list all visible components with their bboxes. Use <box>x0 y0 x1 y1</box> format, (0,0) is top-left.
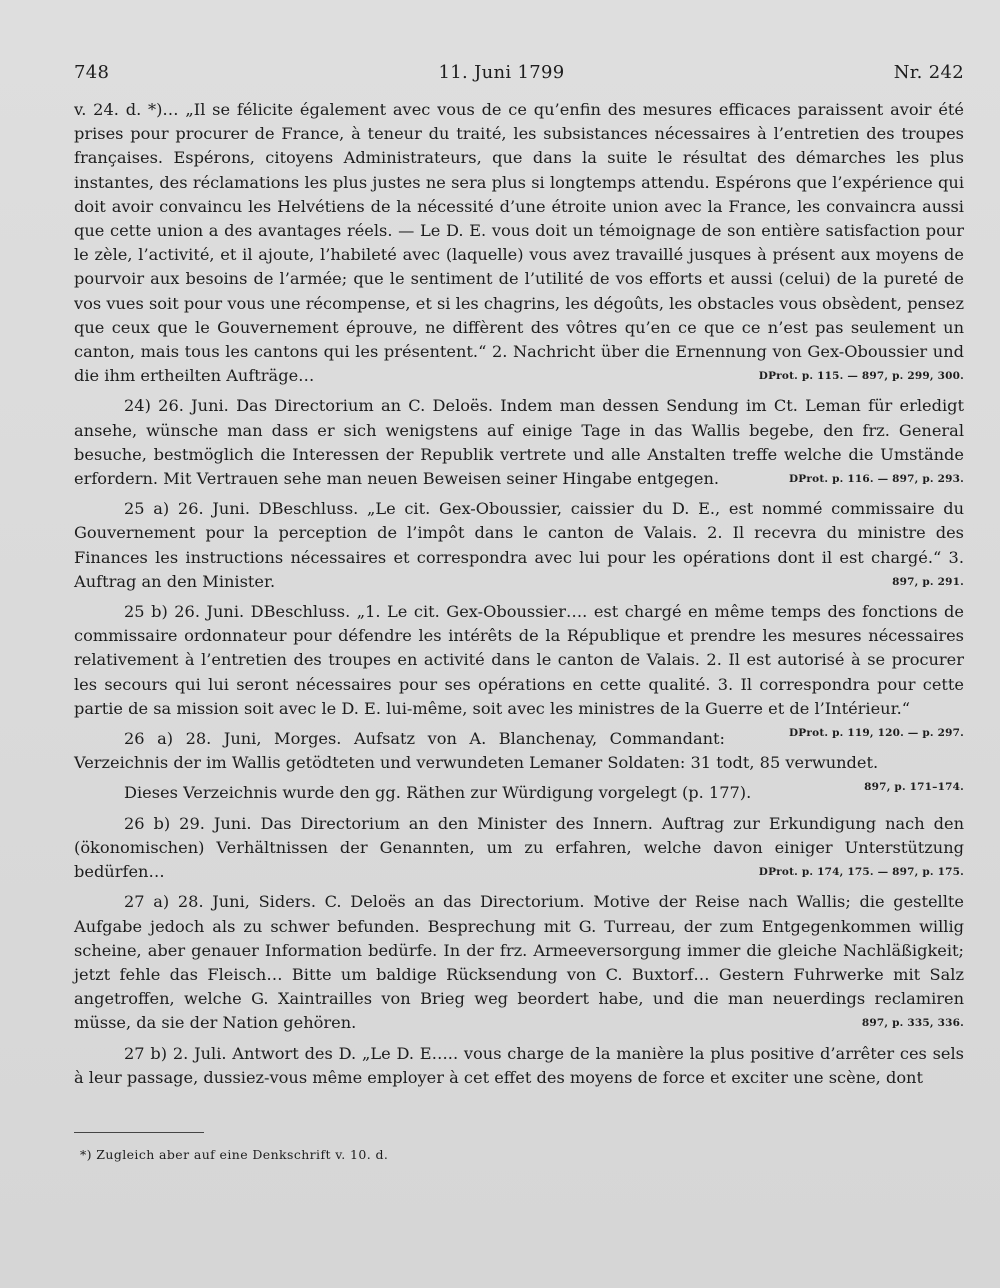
paragraph-text: 25 a) 26. Juni. DBeschluss. „Le cit. Gex-Oboussier, caissier du D. E., est nommé commissaire du Gouvernement pour la perception de l’impôt dans le canton de Valais. 2. Il recevra du ministre des Finances les instructions nécessaires et correspondra avec lui pour les opérations dont il est chargé.“ 3. Auftrag an den Minister. <box>74 499 964 591</box>
page-header <box>74 62 964 98</box>
paragraph-text: 27 b) 2. Juli. Antwort des D. „Le D. E….. vous charge de la manière la plus positive d’arrêter ces sels à leur passage, dussiez-vous même employer à cet effet des moyens de force et exciter une scène, dont <box>74 1043 964 1087</box>
footnote: *) Zugleich aber auf eine Denkschrift v. 10. d. <box>80 1147 389 1162</box>
entry-27b <box>74 1042 964 1090</box>
source-reference: DProt. p. 119, 120. — p. 297. <box>789 727 964 740</box>
paragraph-text: 25 b) 26. Juni. DBeschluss. „1. Le cit. Gex-Oboussier…. est chargé en même temps des fonctions de commissaire ordonnateur pour défendre les intérêts de la République et prendre les mesures nécessaires relativement à l’entretien des troupes en activité dans le canton de Valais. 2. Il est autorisé à se procurer les secours qui lui seront nécessaires pour ses opérations en cette qualité. 3. Il correspondra pour cette partie de sa mission soit avec le D. E. lui-même, soit avec les ministres de la Guerre et de l’Intérieur.“ <box>74 602 964 718</box>
header-date: 11. Juni 1799 <box>438 62 565 83</box>
paragraph-text: 27 a) 28. Juni, Siders. C. Deloës an das Directorium. Motive der Reise nach Wallis; die gestellte Aufgabe jedoch als zu schwer befunden. Besprechung mit G. Turreau, der zum Entgegenkommen willig scheine, aber genauer Information bedürfe. In der frz. Armeeversorgung immer die gleiche Nachläßigkeit; jetzt fehle das Fleisch… Bitte um baldige Rücksendung von C. Buxtorf… Gestern Fuhrwerke mit Salz angetroffen, welche G. Xaintrailles von Brieg weg beordert habe, und die man neuerdings reclamiren müsse, da sie der Nation gehören. <box>74 892 964 1033</box>
paragraph-continuation <box>74 98 964 388</box>
body-text <box>74 98 964 1090</box>
footnote-divider <box>74 1132 204 1133</box>
source-reference: DProt. p. 116. — 897, p. 293. <box>789 473 964 486</box>
entry-27a <box>74 890 964 1035</box>
source-reference: 897, p. 291. <box>892 575 964 588</box>
paragraph-text: 26 b) 29. Juni. Das Directorium an den Minister des Innern. Auftrag zur Erkundigung nach den (ökonomischen) Verhältnissen der Genannten, um zu erfahren, welche davon einiger Unterstützung bedürfen… <box>74 813 964 882</box>
page-number: 748 <box>74 62 110 83</box>
source-reference: DProt. p. 174, 175. — 897, p. 175. <box>758 866 964 879</box>
document-number: Nr. 242 <box>893 62 964 83</box>
entry-25b <box>74 600 964 740</box>
paragraph-text: 26 a) 28. Juni, Morges. Aufsatz von A. Blanchenay, Commandant: Verzeichnis der im Wallis getödteten und verwundeten Lemaner Soldaten: 31 todt, 85 verwundet. <box>74 729 879 773</box>
source-reference: 897, p. 171–174. <box>864 781 964 794</box>
paragraph-text: v. 24. d. *)… „Il se félicite également avec vous de ce qu’enfin des mesures efficaces paraissent avoir été prises pour procurer de France, à teneur du traité, les subsistances nécessaires à l’entretien des troupes françaises. Espérons, citoyens Administrateurs, que dans la suite le résultat des démarches les plus instantes, des réclamations les plus justes ne sera plus si longtemps attendu. Espérons que l’expérience qui doit avoir convaincu les Helvétiens de la nécessité d’une étroite union avec la France, les convaincra aussi que cette union a des avantages réels. — Le D. E. vous doit un témoignage de son entière satisfaction pour le zèle, l’activité, et il ajoute, l’habileté avec (laquelle) vous avez travaillé jusques à présent aux moyens de pourvoir aux besoins de l’armée; que le sentiment de l’utilité de vos efforts et aussi (celui) de la pureté de vos vues soit pour vous une récompense, et si les chagrins, les dégoûts, les obstacles vous obsèdent, pensez que ceux que le Gouvernement éprouve, ne diffèrent des vôtres qu’en ce que ce n’est pas seulement un canton, mais tous les cantons qui les présentent.“ 2. Nachricht über die Ernennung von Gex-Oboussier und die ihm ertheilten Aufträge… <box>74 100 964 386</box>
entry-25a <box>74 497 964 594</box>
entry-24 <box>74 394 964 491</box>
source-reference: 897, p. 335, 336. <box>861 1017 964 1030</box>
entry-26b <box>74 812 964 885</box>
paragraph-text: Dieses Verzeichnis wurde den gg. Räthen zur Würdigung vorgelegt (p. 177). <box>124 783 752 803</box>
paragraph-text: 24) 26. Juni. Das Directorium an C. Deloës. Indem man dessen Sendung im Ct. Leman für erledigt ansehe, wünsche man dass er sich wenigstens auf einige Tage in das Wallis begebe, den frz. General besuche, bestmöglich die Interessen der Republik vertrete und alle Anstalten treffe welche die Umstände erfordern. Mit Vertrauen sehe man neuen Beweisen seiner Hingabe entgegen. <box>74 396 964 489</box>
source-reference: DProt. p. 115. — 897, p. 299, 300. <box>758 370 964 383</box>
